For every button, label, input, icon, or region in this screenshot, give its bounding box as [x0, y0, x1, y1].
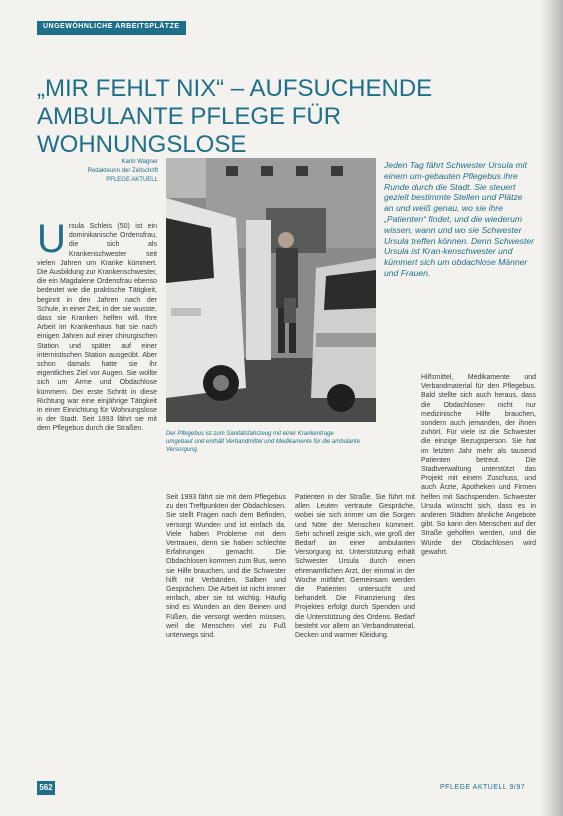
body-column-4: Hilfsmittel, Medikamente und Verbandmaterial für den Pflegebus. Bald stellte sich auch heraus, dass die Obdachlosen nicht nur medizinische Hilfe brauchen, sondern auch jemanden, der ihnen zuhört. Für viele ist die Schwester die einzige Bezugsperson. Sie hat im letzten Jahr mehr als tausend Patienten betreut. Die Stadtverwaltung unterstützt das Projekt mit einem Zuschuss, und auch Ärzte, Apotheken und Firmen helfen mit Sachspenden. Schwester Ursula wünscht sich, dass es in anderen Städten ähnliche Angebote gibt. So kann den Menschen auf der Straße geholfen werden, und die Würde der Obdachlosen wird gewahrt. [421, 374, 536, 556]
page-number: 562 [37, 781, 55, 795]
headline-line-1: „MIR FEHLT NIX“ – AUFSUCHENDE [37, 75, 433, 102]
byline [80, 158, 158, 185]
drop-cap: U [37, 217, 66, 261]
section-tag: UNGEWÖHNLICHE ARBEITSPLÄTZE [37, 21, 186, 35]
footer-label: PFLEGE AKTUELL 9/97 [440, 784, 526, 791]
article-photo [166, 158, 376, 422]
byline-author: Karin Wagner [121, 159, 158, 165]
body-column-1 [37, 217, 157, 434]
photo-illustration [166, 158, 376, 422]
body-column-2: Seit 1993 fährt sie mit dem Pflegebus zu den Treffpunkten der Obdachlosen. Sie stellt Fragen nach dem Befinden, versorgt Wunden und ist einfach da. Viele haben Probleme mit dem Vertrauen, denn sie haben schlechte Erfahrungen gemacht. Die Obdachlosen kommen zum Bus, wenn sie Hilfe brauchen, und die Schwester hilft mit Verbänden, Salben und Gesprächen. Die Arbeit ist nicht immer einfach, aber sie ist wichtig. Häufig sind es Wunden an den Beinen und Füßen, die versorgt werden müssen, weil die Menschen viel zu Fuß unterwegs sind. [166, 494, 286, 640]
photo-caption: Der Pflegebus ist zum Sanitätsfahrzeug mit einer Krankentrage umgebaut und enthält Verbandmittel und Medikamente für die ambulante Versorgung. [166, 431, 360, 453]
byline-publication: PFLEGE AKTUELL [106, 177, 158, 183]
lead-text: Jeden Tag fährt Schwester Ursula mit einem um-gebauten Pflegebus ihre Runde durch die Stadt. Sie steuert gezielt bestimmte Stellen und Plätze an und weiß genau, wo sie ihre „Patienten“ findet, und die wiederum wissen, wann und wo sie Schwester Ursula treffen können. Denn Schwester Ursula ist Kran-kenschwester und kümmert sich um obdachlose Männer und Frauen. [384, 160, 534, 278]
body-column-1-text: rsula Schleis (50) ist ein dominikanische Ordensfrau, die sich als Krankenschwester seit vielen Jahren um Kranke kümmert. Die Ausbildung zur Krankenschwester, die ein Magdalene Ordensfrau ebenso bedeutet wie die praktische Tätigkeit, beginnt in den Jahren nach der Schule, in einer Zeit, in der sie wusste, dass sie Kranken helfen will. Ihre Arbeit im Krankenhaus hat sie nach einigen Jahren auf einer chirurgischen Station und später auf einer internistischen Station ausgeübt. Aber schon damals hatte sie ihr eigentliches Ziel vor Augen. Sie wollte sich um Arme und Obdachlose kümmern. Der erste Schritt in diese Richtung war eine einjährige Tätigkeit in einer Einrichtung für Wohnungslose in der Stadt. Seit 1993 fährt sie mit dem Pflegebus durch die Straßen. [37, 223, 157, 433]
headline-line-2: AMBULANTE PFLEGE FÜR WOHNUNGSLOSE [37, 103, 342, 158]
byline-role: Redakteurin der Zeitschrift [87, 168, 158, 174]
headline [37, 75, 537, 159]
body-column-3: Patienten in der Straße. Sie führt mit allen Leuten vertraute Gespräche, wobei sie sich immer um die Sorgen und Nöte der Menschen kümmert. Sehr schnell zeigte sich, wie groß der Bedarf an einer ambulanten Versorgung ist. Unterstützung erhält Schwester Ursula durch einen ehrenamtlichen Arzt, der einmal in der Woche mitfährt. Gemeinsam werden die Patienten untersucht und behandelt. Die Finanzierung des Projektes erfolgt durch Spenden und die Unterstützung des Ordens. Bedarf besteht vor allem an Verbandmaterial, Decken und warmer Kleidung. [295, 494, 415, 640]
page-edge-shadow [541, 0, 563, 816]
